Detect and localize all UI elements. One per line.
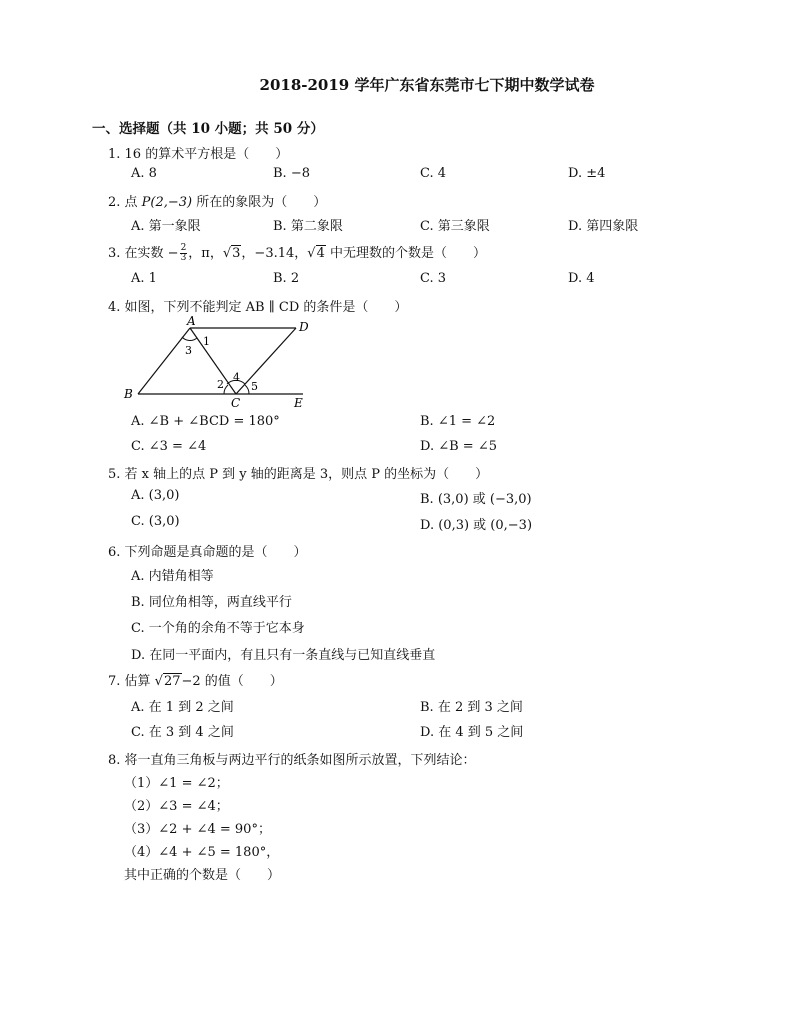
- q7-stem-pre: 7. 估算: [108, 674, 155, 689]
- q7-option-a: A. 在 1 到 2 之间: [131, 700, 234, 715]
- q4-option-c: C. ∠3 = ∠4: [131, 439, 207, 454]
- q5-option-a: A. (3,0): [131, 488, 180, 503]
- q3-sqrt3-radicand: 3: [232, 246, 241, 261]
- section-heading: 一、选择题（共 10 小题；共 50 分）: [92, 121, 324, 137]
- q3-pi: ，π，: [188, 246, 223, 261]
- q4-option-b: B. ∠1 = ∠2: [420, 414, 496, 429]
- angle-arc-a: [182, 337, 197, 340]
- q6-option-b: B. 同位角相等，两直线平行: [131, 595, 292, 610]
- q1-option-c: C. 4: [420, 166, 447, 181]
- label-c: C: [231, 396, 241, 410]
- q8-statement-2: （2）∠3 = ∠4；: [124, 799, 229, 814]
- question-5-stem: 5. 若 x 轴上的点 P 到 y 轴的距离是 3，则点 P 的坐标为（ ）: [108, 467, 489, 482]
- q8-question-tail: 其中正确的个数是（ ）: [124, 868, 281, 883]
- q3-mid: ，−3.14，: [241, 246, 308, 261]
- q3-frac-denominator: 3: [180, 253, 187, 263]
- q8-statement-4: （4）∠4 + ∠5 = 180°，: [124, 845, 280, 860]
- q4-option-a: A. ∠B + ∠BCD = 180°: [131, 414, 280, 429]
- q7-option-d: D. 在 4 到 5 之间: [420, 725, 524, 740]
- angle-arc-c-right: [245, 385, 249, 394]
- q3-stem-post: 中无理数的个数是（ ）: [325, 246, 486, 261]
- question-4-stem: 4. 如图，下列不能判定 AB ∥ CD 的条件是（ ）: [108, 300, 408, 315]
- q3-sqrt4-radical: √4: [307, 246, 325, 261]
- q3-option-a: A. 1: [131, 271, 157, 286]
- angle-label-5: 5: [251, 380, 258, 393]
- q3-option-c: C. 3: [420, 271, 447, 286]
- angle-label-2: 2: [217, 378, 224, 391]
- q1-option-a: A. 8: [131, 166, 157, 181]
- line-dc: [236, 328, 296, 394]
- q2-option-c: C. 第三象限: [420, 219, 490, 234]
- angle-arc-c-left: [224, 385, 228, 394]
- q7-radicand: 27: [163, 674, 181, 689]
- q3-option-d: D. 4: [568, 271, 595, 286]
- q2-stem-post: 所在的象限为（ ）: [192, 195, 327, 210]
- label-a: A: [187, 314, 196, 328]
- label-b: B: [124, 387, 133, 401]
- label-e: E: [294, 396, 303, 410]
- question-8-stem: 8. 将一直角三角板与两边平行的纸条如图所示放置，下列结论：: [108, 753, 476, 768]
- angle-label-3: 3: [185, 344, 192, 357]
- q4-option-d: D. ∠B = ∠5: [420, 439, 497, 454]
- q2-option-d: D. 第四象限: [568, 219, 639, 234]
- q5-option-b: B. (3,0) 或 (−3,0): [420, 492, 532, 507]
- q7-option-b: B. 在 2 到 3 之间: [420, 700, 523, 715]
- q5-option-d: D. (0,3) 或 (0,−3): [420, 518, 533, 533]
- q2-option-a: A. 第一象限: [131, 219, 201, 234]
- q6-option-c: C. 一个角的余角不等于它本身: [131, 621, 305, 636]
- label-d: D: [299, 320, 309, 334]
- q7-stem-post: −2 的值（ ）: [181, 674, 283, 689]
- question-7-stem: [108, 670, 283, 689]
- q2-stem-pre: 2. 点: [108, 195, 142, 210]
- page-title: 2018-2019 学年广东省东莞市七下期中数学试卷: [259, 76, 595, 94]
- q1-option-b: B. −8: [273, 166, 310, 181]
- angle-label-1: 1: [203, 335, 210, 348]
- q2-point: P(2,−3): [141, 195, 193, 210]
- question-2-stem: [108, 191, 326, 210]
- q3-frac-numerator: 2: [180, 243, 187, 253]
- q7-option-c: C. 在 3 到 4 之间: [131, 725, 234, 740]
- q5-option-c: C. (3,0): [131, 514, 180, 529]
- q4-parallelogram-figure: [118, 314, 318, 412]
- q6-option-a: A. 内错角相等: [131, 569, 214, 584]
- q8-statement-1: （1）∠1 = ∠2；: [124, 776, 229, 791]
- q3-sqrt3-radical: √3: [222, 246, 241, 261]
- question-3-stem: [108, 242, 486, 263]
- q6-option-d: D. 在同一平面内，有且只有一条直线与已知直线垂直: [131, 648, 436, 663]
- q8-statement-3: （3）∠2 + ∠4 = 90°；: [124, 822, 271, 837]
- q7-radical: √27: [154, 674, 181, 689]
- question-1-stem: 1. 16 的算术平方根是（ ）: [108, 147, 289, 162]
- q3-fraction: [180, 244, 188, 263]
- question-6-stem: 6. 下列命题是真命题的是（ ）: [108, 545, 307, 560]
- q1-option-d: D. ±4: [568, 166, 606, 181]
- q3-stem-pre: 3. 在实数 −: [108, 246, 179, 261]
- q3-option-b: B. 2: [273, 271, 300, 286]
- q2-option-b: B. 第二象限: [273, 219, 343, 234]
- q3-sqrt4-radicand: 4: [316, 246, 325, 261]
- angle-label-4: 4: [233, 371, 240, 384]
